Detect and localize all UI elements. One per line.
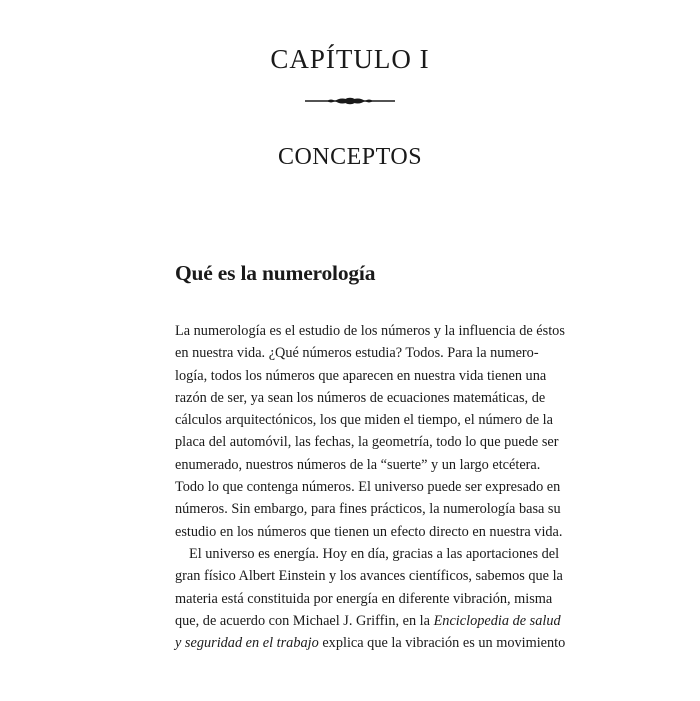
text-line: estudio en los números que tienen un efecto directo en nuestra vida. bbox=[175, 523, 563, 540]
subsection-heading: Qué es la numerología bbox=[175, 261, 376, 285]
text-line: logía, todos los números que aparecen en nuestra vida tienen una bbox=[175, 367, 547, 384]
text-line: enumerado, nuestros números de la “suerte” y un largo etcétera. bbox=[175, 456, 541, 473]
text-run: explica que la vibración es un movimiento bbox=[318, 635, 566, 652]
text-run: que, de acuerdo con Michael J. Griffin, en la bbox=[175, 612, 434, 629]
ornamental-divider-icon bbox=[305, 95, 395, 107]
text-line-mixed bbox=[175, 610, 561, 632]
text-line: El universo es energía. Hoy en día, gracias a las aportaciones del bbox=[189, 545, 560, 562]
book-title-italic: y seguridad en el trabajo bbox=[175, 635, 319, 652]
text-line: gran físico Albert Einstein y los avances científicos, sabemos que la bbox=[175, 568, 563, 585]
text-line-mixed bbox=[175, 632, 566, 654]
text-line: en nuestra vida. ¿Qué números estudia? Todos. Para la numero- bbox=[175, 345, 539, 362]
section-title: CONCEPTOS bbox=[277, 144, 423, 170]
text-line: La numerología es el estudio de los números y la influencia de éstos bbox=[175, 323, 565, 339]
text-line: cálculos arquitectónicos, los que miden el tiempo, el número de la bbox=[175, 412, 553, 429]
book-title-italic: Enciclopedia de salud bbox=[433, 612, 561, 629]
text-line: Todo lo que contenga números. El universo puede ser expresado en bbox=[175, 479, 561, 496]
text-line: números. Sin embargo, para fines prácticos, la numerología basa su bbox=[175, 501, 561, 518]
text-line: materia está constituida por energía en diferente vibración, misma bbox=[175, 590, 553, 607]
text-line: placa del automóvil, las fechas, la geometría, todo lo que puede ser bbox=[175, 434, 559, 451]
body-text bbox=[175, 320, 566, 654]
text-line: razón de ser, ya sean los números de ecuaciones matemáticas, de bbox=[175, 389, 546, 406]
chapter-title: CAPÍTULO I bbox=[270, 44, 430, 74]
